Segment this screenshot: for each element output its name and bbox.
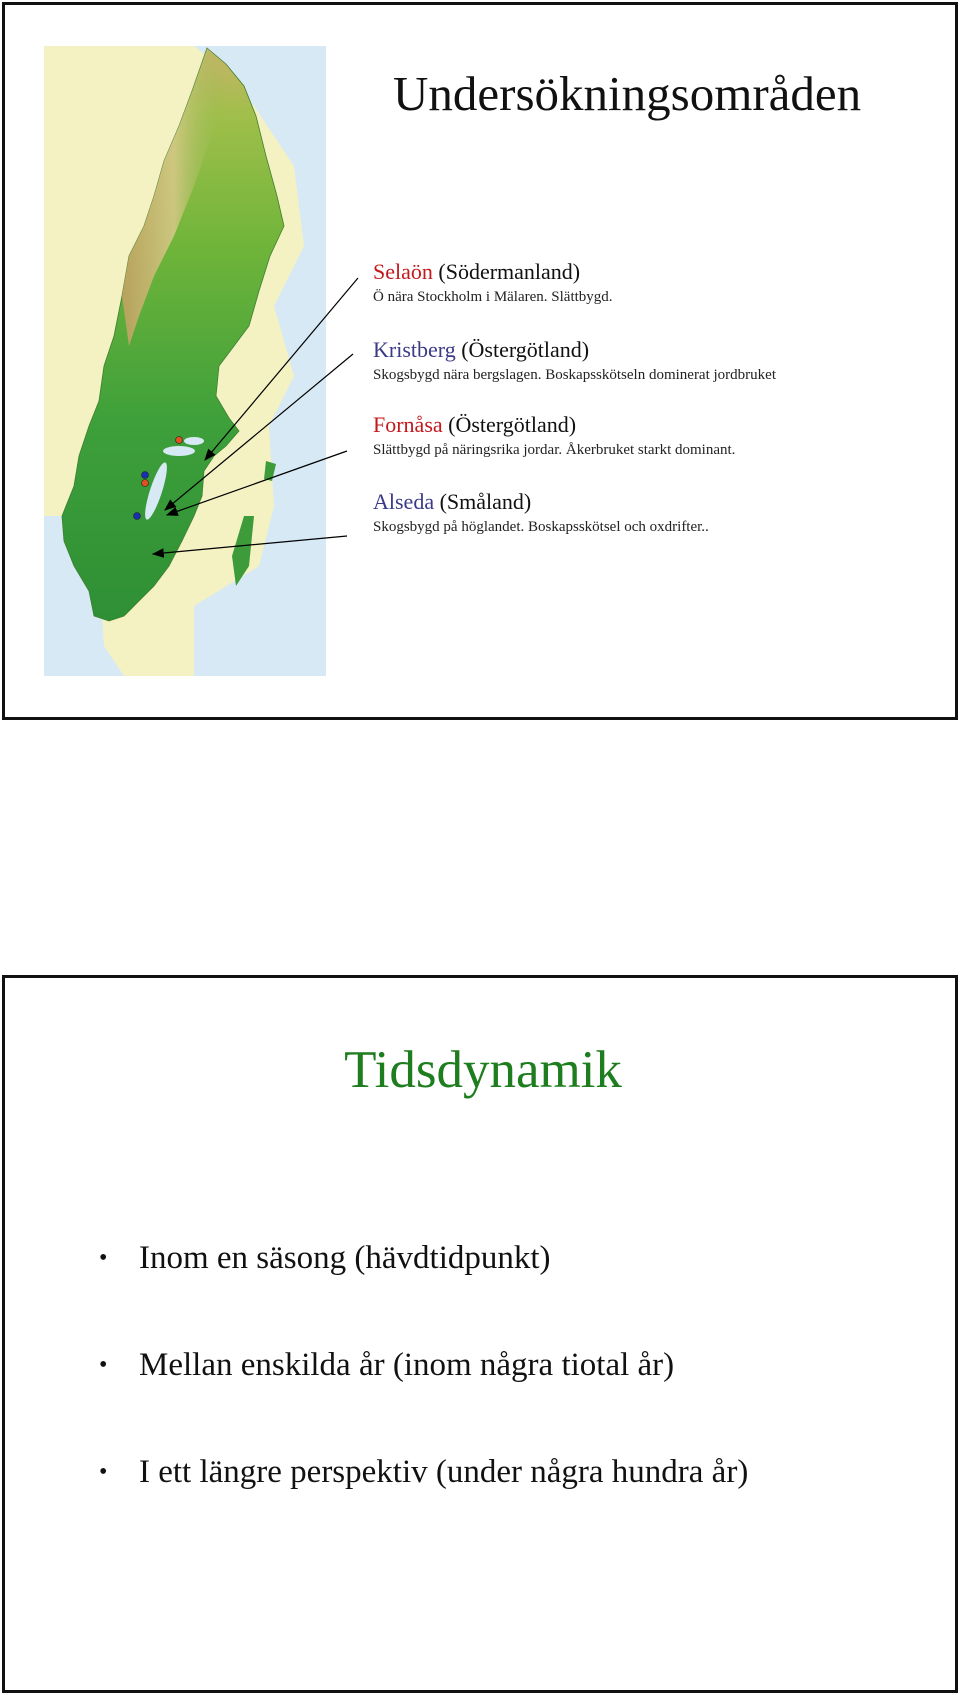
site-description: Slättbygd på näringsrika jordar. Åkerbruket starkt dominant. [373,442,736,458]
site-alseda [373,489,709,537]
site-description: Ö nära Stockholm i Mälaren. Slättbygd. [373,289,613,305]
bullet-text: I ett längre perspektiv (under några hundra år) [139,1454,749,1490]
site-name: Fornåsa [373,412,443,437]
bullet-dot: • [99,1245,108,1271]
site-region: (Östergötland) [442,412,577,437]
slide-title: Tidsdynamik [344,1041,622,1099]
bullet-text: Mellan enskilda år (inom några tiotal år) [139,1347,675,1383]
sweden-relief-map [44,46,326,676]
site-region: (Södermanland) [432,259,581,284]
bullet-dot: • [99,1352,108,1378]
site-description: Skogsbygd nära bergslagen. Boskapsskötseln dominerat jordbruket [373,367,776,383]
marker-selaon [176,437,183,444]
bullet-item [99,1345,748,1385]
slide-study-areas [2,2,958,720]
marker-fornasa [142,480,149,487]
site-region: (Småland) [434,489,532,514]
site-description: Skogsbygd på höglandet. Boskapsskötsel och oxdrifter.. [373,519,709,535]
bullet-dot: • [99,1459,108,1485]
slide-title: Undersökningsområden [393,66,862,121]
site-selaon [373,259,613,307]
bullet-item [99,1238,748,1278]
site-name: Kristberg [373,337,456,362]
marker-alseda [134,513,141,520]
site-name: Selaön [373,259,433,284]
slide-time-dynamics [2,975,958,1693]
site-region: (Östergötland) [455,337,590,362]
site-kristberg [373,337,776,385]
bullet-text: Inom en säsong (hävdtidpunkt) [139,1240,551,1276]
site-name: Alseda [373,489,435,514]
site-fornasa [373,412,735,460]
bullet-list [99,1238,748,1559]
bullet-item [99,1452,748,1492]
marker-kristberg [142,472,149,479]
